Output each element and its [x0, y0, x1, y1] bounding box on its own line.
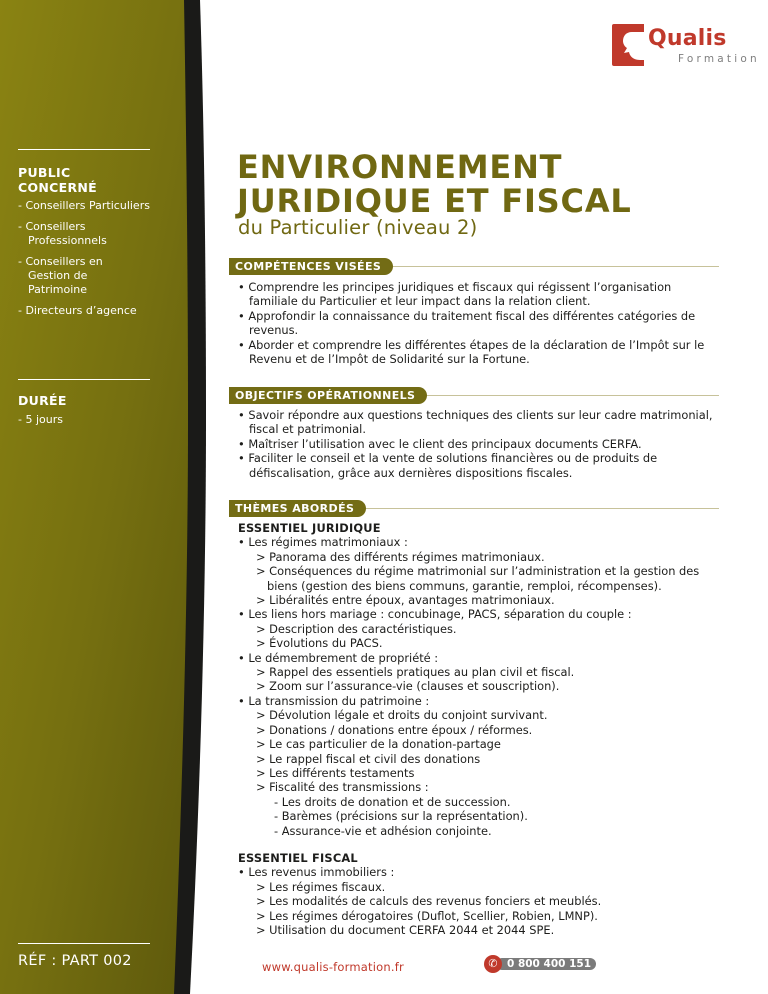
list-item: > Panorama des différents régimes matrimoniaux.: [256, 549, 545, 564]
list-item: > Les modalités de calculs des revenus fonciers et meublés.: [256, 894, 602, 909]
public-item: - Conseillers Professionnels: [18, 220, 107, 247]
list-item: • Savoir répondre aux questions techniques des clients sur leur cadre matrimonial, fiscal et patrimonial.: [238, 408, 713, 437]
juridique-list: [238, 535, 718, 838]
list-item: • Les régimes matrimoniaux :: [238, 535, 408, 550]
duree-value: - 5 jours: [18, 413, 63, 426]
list-item: • Aborder et comprendre les différentes étapes de la déclaration de l’Impôt sur le Revenu et de l’Impôt de Solidarité sur la Fortune.: [238, 337, 705, 367]
list-item: • La transmission du patrimoine :: [238, 693, 430, 708]
public-item: - Conseillers en Gestion de Patrimoine: [18, 255, 103, 296]
public-item: - Directeurs d’agence: [18, 304, 137, 317]
list-item: > Fiscalité des transmissions :: [256, 780, 429, 795]
list-item: > Évolutions du PACS.: [256, 636, 383, 651]
logo-subtitle: Formation: [678, 53, 760, 65]
fiscal-list: [238, 865, 718, 937]
competences-heading: COMPÉTENCES VISÉES: [229, 258, 393, 275]
list-item: > Rappel des essentiels pratiques au plan civil et fiscal.: [256, 665, 575, 680]
juridique-title: ESSENTIEL JURIDIQUE: [238, 521, 381, 535]
public-item: - Conseillers Particuliers: [18, 199, 150, 212]
phone-badge: [484, 955, 598, 973]
list-item: > Utilisation du document CERFA 2044 et 2044 SPE.: [256, 922, 555, 937]
objectifs-list: [238, 408, 718, 480]
list-item: • Les liens hors mariage : concubinage, PACS, séparation du couple :: [238, 607, 632, 622]
list-item: • Le démembrement de propriété :: [238, 650, 439, 665]
sidebar-divider: [18, 149, 150, 150]
list-item: • Les revenus immobiliers :: [238, 865, 395, 880]
reference: RÉF : PART 002: [18, 953, 132, 969]
list-item: > Description des caractéristiques.: [256, 621, 457, 636]
list-item: > Les régimes dérogatoires (Duflot, Scellier, Robien, LMNP).: [256, 908, 598, 923]
public-title: PUBLIC CONCERNÉ: [18, 165, 97, 195]
list-item: • Faciliter le conseil et la vente de solutions financières ou de produits de défiscalisation, grâce aux dernières dispositions fiscales.: [238, 451, 658, 480]
qualis-logo: [610, 20, 760, 70]
qualis-logo-icon: [610, 22, 646, 68]
phone-icon: ✆: [484, 955, 502, 973]
list-item: > Les différents testaments: [256, 765, 415, 780]
page-title: [237, 150, 632, 218]
list-item: > Donations / donations entre époux / réformes.: [256, 722, 533, 737]
list-item: > Les régimes fiscaux.: [256, 879, 386, 894]
objectifs-heading: OBJECTIFS OPÉRATIONNELS: [229, 387, 427, 404]
logo-name: Qualis: [648, 26, 727, 51]
list-item: - Assurance-vie et adhésion conjointe.: [274, 823, 492, 838]
list-item: • Approfondir la connaissance du traitement fiscal des différentes catégories de revenus.: [238, 308, 696, 338]
list-item: • Comprendre les principes juridiques et fiscaux qui régissent l’organisation familiale du Particulier et leur impact dans la relation client.: [238, 280, 672, 309]
fiscal-title: ESSENTIEL FISCAL: [238, 850, 358, 865]
sidebar-divider: [18, 943, 150, 944]
list-item: - Barèmes (précisions sur la représentation).: [274, 809, 528, 824]
list-item: > Le rappel fiscal et civil des donations: [256, 751, 481, 766]
title-line-2: JURIDIQUE ET FISCAL: [237, 182, 632, 220]
list-item: > Dévolution légale et droits du conjoint survivant.: [256, 708, 548, 723]
themes-content: [238, 521, 718, 937]
competences-list: [238, 280, 718, 366]
themes-heading: THÈMES ABORDÉS: [229, 500, 366, 517]
sidebar-public-section: [18, 165, 150, 325]
sidebar-duree-section: [18, 393, 150, 434]
phone-number: 0 800 400 151: [496, 958, 596, 970]
website-link[interactable]: www.qualis-formation.fr: [262, 960, 404, 974]
sidebar-divider: [18, 379, 150, 380]
list-item: > Le cas particulier de la donation-partage: [256, 737, 501, 752]
list-item: • Maîtriser l’utilisation avec le client des principaux documents CERFA.: [238, 436, 642, 451]
title-line-1: ENVIRONNEMENT: [237, 148, 563, 186]
page-subtitle: du Particulier (niveau 2): [238, 216, 478, 239]
list-item: > Conséquences du régime matrimonial sur l’administration et la gestion des biens (gestion des biens communs, garantie, remploi, récompenses).: [256, 564, 700, 593]
list-item: - Les droits de donation et de succession.: [274, 794, 511, 809]
list-item: > Libéralités entre époux, avantages matrimoniaux.: [256, 593, 555, 608]
duree-title: DURÉE: [18, 393, 67, 408]
list-item: > Zoom sur l’assurance-vie (clauses et souscription).: [256, 679, 560, 694]
